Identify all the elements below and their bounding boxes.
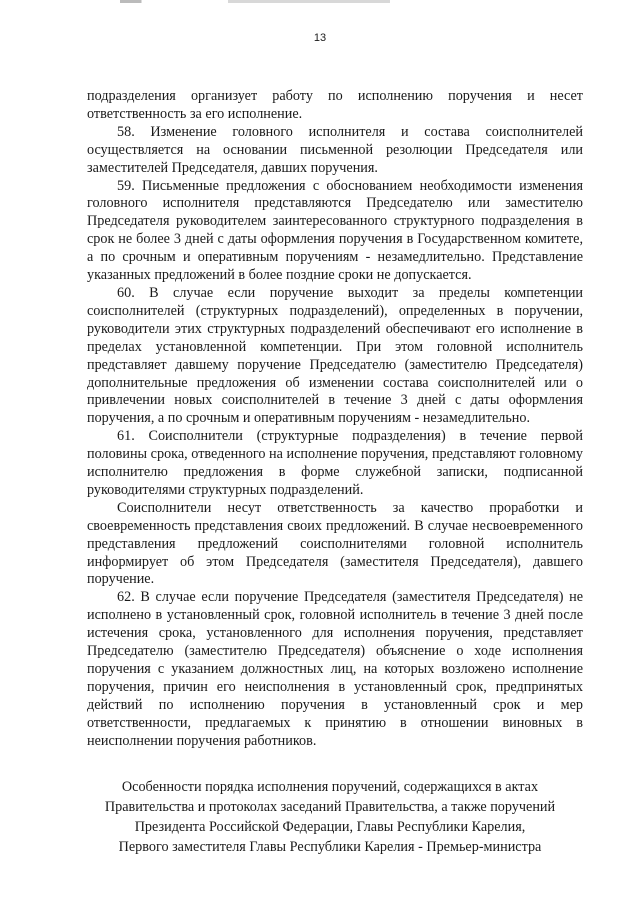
paragraph-61-responsibility: Соисполнители несут ответственность за качество проработки и своевременность представления своих предложений. В случае несвоевременного представления предложений соисполнителями головной исполнитель информирует об этом Председателя (заместителя Председателя), давшего поручение. bbox=[87, 499, 583, 588]
paragraph-62: 62. В случае если поручение Председателя (заместителя Председателя) не исполнено в установленный срок, головной исполнитель в течение 3 дней после истечения срока, установленного для исполнения поручения, представляет Председателю (заместителю Председателя) объяснение о ходе исполнения поручения с указанием должностных лиц, на которых возложено исполнение поручения, причин его неисполнения в установленный срок, предпринятых действий по исполнению поручения в установленный срок и мер ответственности, предлагаемых к принятию в отношении виновных в неисполнении поручения работников. bbox=[87, 589, 583, 749]
section-heading-line: Правительства и протоколах заседаний Правительства, а также поручений bbox=[104, 799, 556, 815]
page-number: 13 bbox=[313, 32, 327, 44]
document-body bbox=[87, 88, 583, 751]
section-heading bbox=[80, 777, 580, 857]
paragraph-59: 59. Письменные предложения с обоснованием необходимости изменения головного исполнителя представляются Председателю или заместителю Председателя руководителем заинтересованного структурного подразделения в срок не более 3 дней с даты оформления поручения в Государственном комитете, а по срочным и оперативным поручениям - незамедлительно. Представление указанных предложений в более поздние сроки не допускается. bbox=[87, 177, 583, 284]
section-heading-line: Первого заместителя Главы Республики Карелия - Премьер-министра bbox=[118, 839, 542, 855]
paragraph-61: 61. Соисполнители (структурные подразделения) в течение первой половины срока, отведенного на исполнение поручения, представляют головному исполнителю предложения в форме служебной записки, подписанной руководителями структурных подразделений. bbox=[87, 428, 583, 498]
paragraph-58: 58. Изменение головного исполнителя и состава соисполнителей осуществляется на основании письменной резолюции Председателя или заместителей Председателя, давших поручения. bbox=[87, 123, 583, 176]
section-heading-line: Президента Российской Федерации, Главы Республики Карелия, bbox=[134, 819, 526, 835]
scan-edge-artifact bbox=[120, 0, 480, 3]
section-heading-line: Особенности порядка исполнения поручений, содержащихся в актах bbox=[121, 779, 539, 795]
paragraph-continuation: подразделения организует работу по исполнению поручения и несет ответственность за его исполнение. bbox=[87, 88, 583, 122]
paragraph-60: 60. В случае если поручение выходит за пределы компетенции соисполнителей (структурных подразделений), определенных в поручении, руководители этих структурных подразделений обеспечивают его исполнение в пределах установленной компетенции. При этом головной исполнитель представляет давшему поручение Председателю (заместителю Председателя) дополнительные предложения об изменении состава соисполнителей или о привлечении новых соисполнителей в течение 3 дней с даты оформления поручения, а по срочным и оперативным поручениям - незамедлительно. bbox=[87, 284, 583, 427]
